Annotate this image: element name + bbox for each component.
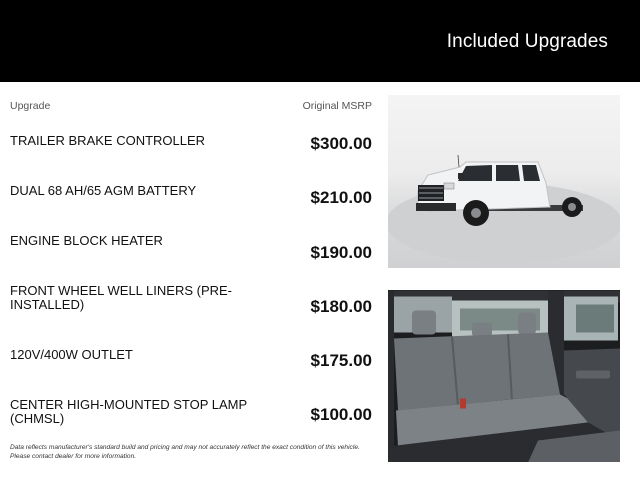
column-header-upgrade: Upgrade [10,100,51,112]
disclaimer-text: Data reflects manufacturer's standard build and pricing and may not accurately reflect the exact condition of this vehicle. Please contact dealer for more information. [10,444,360,460]
upgrade-name: 120V/400W OUTLET [10,347,133,362]
upgrade-name: ENGINE BLOCK HEATER [10,233,163,248]
upgrade-price: $175.00 [310,351,372,370]
upgrade-price: $300.00 [310,134,372,153]
upgrade-name: TRAILER BRAKE CONTROLLER [10,133,206,148]
upgrade-name: FRONT WHEEL WELL LINERS (PRE-INSTALLED) [10,283,232,312]
upgrade-price: $100.00 [310,405,372,424]
column-header-msrp: Original MSRP [302,100,372,112]
vehicle-interior-image [388,290,620,462]
upgrade-name: CENTER HIGH-MOUNTED STOP LAMP (CHMSL) [10,397,247,426]
upgrade-price: $190.00 [310,243,372,262]
page-title: Included Upgrades [446,31,608,52]
upgrade-price: $180.00 [310,297,372,316]
truck-illustration [388,95,620,268]
interior-illustration [388,290,620,462]
header-bar [0,0,640,82]
upgrade-name: DUAL 68 AH/65 AGM BATTERY [10,183,197,198]
upgrade-price: $210.00 [310,188,372,207]
vehicle-exterior-image [388,95,620,268]
